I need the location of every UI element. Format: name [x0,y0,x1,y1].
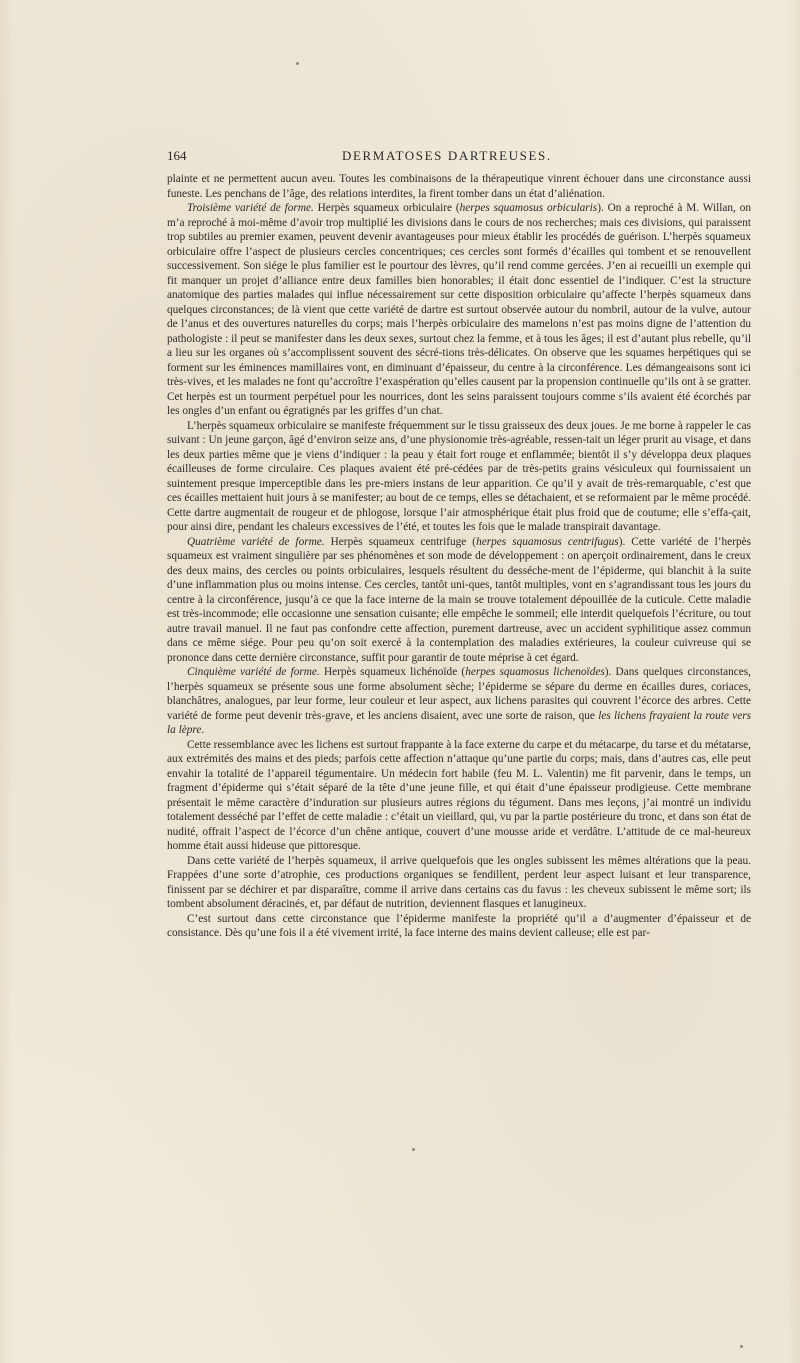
paragraph [167,419,751,535]
paragraph [167,738,751,854]
text-run: L’herpès squameux orbiculaire se manifeste fréquemment sur le tissu graisseux des deux joues. Je me borne à rappeler le cas suivant : Un jeune garçon, âgé d’environ seize ans, d’une physionomie très-agréable, ressen-tait un léger prurit au visage, et dans les deux parties même que je viens d’indiquer : la peau y était fort rouge et enflammée; bientôt il s’y développa deux plaques écailleuses de forme circulaire. Ces plaques avaient été pré-cédées par de très-petits grains vésiculeux qui fournissaient un suintement presque imperceptible dans les pre-miers instans de leur apparition. Ce qu’il y avait de très-remarquable, c’est que ces écailles mettaient huit jours à se manifester; au bout de ce temps, elles se détachaient, et se reformaient par le même procédé. Cette dartre augmentait de rougeur et de phlogose, lorsque l’air atmosphérique était plus froid que de coutume; elle s’effa-çait, pour ainsi dire, pendant les chaleurs excessives de l’été, et toutes les fois que le malade transpirait davantage. [167,419,751,533]
text-run: Herpès squameux centrifuge ( [324,535,477,548]
text-run: Herpès squameux orbiculaire ( [313,202,460,214]
paragraph [167,172,751,201]
paragraph [167,665,751,738]
paragraph [167,912,751,941]
text-run: Cette ressemblance avec les lichens est surtout frappante à la face externe du carpe et du métacarpe, du tarse et du métatarse, aux extrémités des mains et des pieds; parfois cette affection n’attaque qu’une partie du corps; mais, dans d’autres cas, elle peut envahir la totalité de l’appareil tégumentaire. Un médecin fort habile (feu M. L. Valentin) me fit parvenir, dans le temps, un fragment d’épiderme qui s’était séparé de la tête d’une jeune fille, et qui était d’une épaisseur prodigieuse. Cette membrane présentait le même caractère d’induration sur plusieurs autres régions du tégument. Dans mes leçons, j’ai montré un individu totalement desséché par l’effet de cette maladie : c’était un vieillard, qui, vu par la partie postérieure du tronc, et dans son état de nudité, offrait l’aspect de l’écorce d’un chêne antique, couvert d’une mousse aride et verdâtre. L’attitude de ce mal-heureux homme était aussi hideuse que pittoresque. [167,738,751,852]
page-number: 164 [167,148,187,163]
text-run: Herpès squameux lichénoïde ( [319,666,466,678]
paragraph [167,201,751,419]
body-text [167,172,751,941]
italic-run: herpes squamosus lichenoïdes [465,666,605,678]
running-title: DERMATOSES DARTREUSES. [342,148,552,163]
italic-run: herpes squamosus centrifugus [476,535,619,548]
text-run: ). Cette variété de l’herpès squameux est vraiment singulière par ses phénomènes et son mode de développement : on aperçoit ordinairement, dans le creux des deux mains, des cercles ou points orbiculaires, lesquels résultent du desséche-ment de l’épiderme, qui blanchit à la suite d’une inflammation plus ou moins intense. Ces cercles, tantôt uni-ques, tantôt multiples, vont en s’agrandissant tous les jours du centre à la circonférence, jusqu’à ce que la face interne de la main se trouve totalement dépouillée de la cuticule. Cette maladie est très-incommode; elle occasionne une sensation cuisante; elle empêche le sommeil; elle interdit quelquefois l’écriture, ou tout autre travail manuel. Il ne faut pas confondre cette affection, purement dartreuse, avec un accident syphilitique assez commun dans ce même siége. Pour peu qu’on soit exercé à la contemplation des maladies extérieures, la couleur cuivreuse qui se prononce dans cette dernière circonstance, suffit pour garantir de toute méprise à cet égard. [167,535,752,664]
italic-run: Quatrième variété de forme. [187,535,325,548]
text-run: ). Dans quelques circonstances, l’herpès squameux se présente sous une forme absolument sèche; l’épiderme se sépare du derme en écailles dures, coriaces, blanchâtres, analogues, par leur forme, leur couleur et leur aspect, aux lichens parasites qui couvrent l’écorce des arbres. Cette variété de forme peut devenir très-grave, et les anciens disaient, avec une sorte de raison, que [167,666,751,722]
text-run: ). On a reproché à M. Willan, on m’a reproché à moi-même d’avoir trop multiplié les divisions dans le cours de nos recherches; mais ces divisions, qui paraissent trop subtiles au premier examen, peuvent devenir avantageuses pour mieux établir les procédés de guérison. L’herpès squameux orbiculaire offre l’aspect de plusieurs cercles concentriques; ces cercles sont formés d’écailles qui tombent et se renouvellent successivement. Son siége le plus familier est le pourtour des lèvres, qu’il rend comme gercées. J’en ai recueilli un exemple qui fit manquer un projet d’alliance entre deux familles bien honorables; il était donc essentiel de l’indiquer. C’est la structure anatomique des parties malades qui influe nécessairement sur cette disposition orbiculaire qu’affecte l’herpès squameux dans quelques circonstances; de là vient que cette variété de dartre est surtout observée autour du nombril, autour de la vulve, autour de l’anus et des ouvertures naturelles du corps; mais l’herpès orbiculaire des mamelons n’est pas moins digne de l’attention du pathologiste : il peut se manifester dans les deux sexes, surtout chez la femme, et à tous les âges; il est d’autant plus rebelle, qu’il a lieu sur les organes où s’accomplissent souvent des sécré-tions très-délicates. On observe que les squames herpétiques qui se forment sur les éminences mamillaires vont, en diminuant d’épaisseur, du centre à la circonférence. Les démangeaisons sont ici très-vives, et les malades ne font qu’accroître l’exaspération qu’elles causent par la propension continuelle qu’ils ont à se gratter. Cet herpès est un tourment perpétuel pour les nourrices, dont les seins paraissent toujours comme s’ils avaient été écorchés par les ongles d’un enfant ou égratignés par les griffes d’un chat. [167,202,751,417]
text-run: Dans cette variété de l’herpès squameux, il arrive quelquefois que les ongles subissent les mêmes altérations que la peau. Frappées d’une sorte d’atrophie, ces productions organiques se fendillent, perdent leur aspect luisant et leur transparence, finissent par se déchirer et par disparaître, comme il arrive dans certains cas du favus : les cheveux subissent le même sort; ils tombent absolument déracinés, et, par défaut de nutrition, deviennent flasques et lanugineux. [167,854,751,910]
italic-run: Troisième variété de forme. [187,202,314,214]
text-run: plainte et ne permettent aucun aveu. Toutes les combinaisons de la thérapeutique vinrent échouer dans une circonstance aussi funeste. Les penchans de l’âge, des relations interdites, la firent tomber dans un état d’aliénation. [167,173,751,200]
book-page [167,148,751,941]
italic-run: Cinquième variété de forme. [187,666,320,678]
text-run: C’est surtout dans cette circonstance que l’épiderme manifeste la propriété qu’il a d’augmenter d’épaisseur et de consistance. Dès qu’une fois il a été vivement irrité, la face interne des mains devient calleuse; elle est par- [167,912,751,939]
paragraph [167,854,751,912]
italic-run: herpes squamosus orbicularis [459,202,598,214]
paragraph [167,535,751,666]
italic-run: les lichens frayaient la route vers la lèpre [167,709,751,736]
page-header [167,148,751,170]
text-run: . [201,724,205,736]
